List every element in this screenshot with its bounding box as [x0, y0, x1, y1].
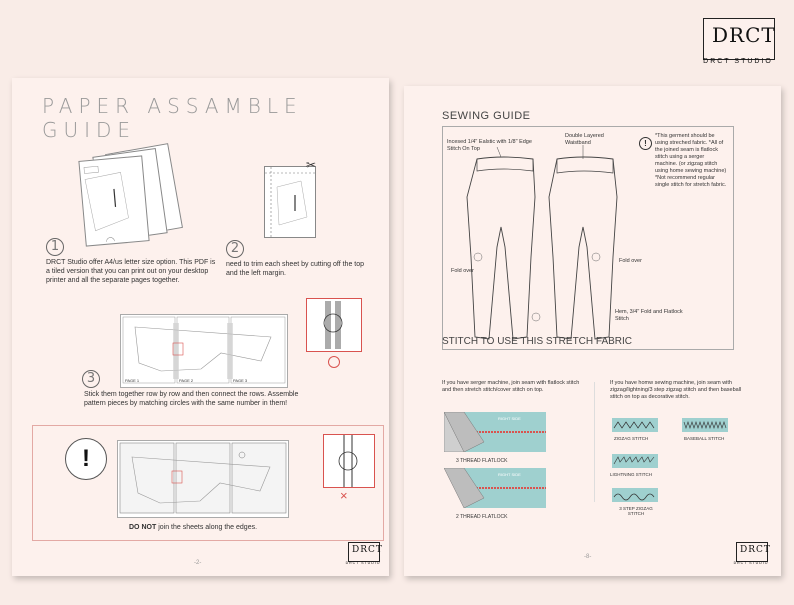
scissors-icon: ✂	[306, 158, 317, 172]
home-text: If you have homw sewing machine, join seam with zigzag/lightning/3 step zigzag stitch and then baseball stitch on top as decorative stitch.	[610, 380, 742, 400]
small-logo-sub: DRCT STUDIO	[345, 561, 381, 565]
step2-sheet	[264, 166, 316, 238]
exclamation-icon: !	[65, 438, 107, 480]
warning-text	[129, 524, 257, 531]
page-label-1: PAGE 1	[125, 378, 140, 383]
callout-hem: Hem, 3/4" Fold and Flatlock Stitch	[615, 309, 683, 322]
zigzag-label: ZIGZAG STITCH	[614, 436, 649, 441]
step3-number: 3	[82, 370, 100, 388]
small-logo-mark: DRCT	[352, 545, 383, 555]
flatlock3-label: 3 THREAD FLATLOCK	[456, 458, 508, 464]
baseball-swatch	[682, 418, 728, 432]
3-step-zigzag-label: 3 STEP ZIGZAG STITCH	[619, 506, 653, 516]
logo-mark: DRCT	[712, 23, 776, 47]
right-side-label-1: RIGHT SIDE	[498, 416, 521, 421]
flatlock2-label: 2 THREAD FLATLOCK	[456, 514, 508, 520]
sewing-note: *This germent should be using streched fabric. *All of the joined seam is flatlock stitch using a serger machine. (or zigzag stitch using home sewing machine) *Not recommend regular single stitch for stretch fabric.	[655, 133, 727, 188]
page-title: PAPER ASSAMBLE GUIDE	[42, 94, 303, 142]
callout-waistband: Double Layered Waistband	[565, 133, 604, 146]
small-logo-mark-right: DRCT	[740, 545, 771, 555]
warning-tiled-pages	[117, 440, 289, 518]
flatlock3-swatch	[444, 412, 546, 452]
3-step-zigzag-swatch	[612, 488, 658, 502]
stitch-title: STITCH TO USE THIS STRETCH FABRIC	[442, 336, 633, 347]
callout-foldover-left: Fold over	[451, 268, 474, 274]
step1-text: DRCT Studio offer A4/us letter size option. This PDF is a tiled version that you can print out on your desktop printer and all the separate pages together.	[46, 259, 216, 284]
step1-number: 1	[46, 238, 64, 256]
logo-subtitle: DRCT STUDIO	[703, 58, 773, 65]
lightning-label: LIGHTNING STITCH	[610, 472, 653, 477]
small-logo-right	[736, 542, 771, 562]
warning-zoom	[323, 434, 375, 488]
cross-icon: ×	[340, 488, 348, 503]
baseball-label: BASEBALL STITCH	[684, 436, 725, 441]
step3-tiled-pages	[120, 314, 288, 388]
step3-text: Stick them together row by row and then connect the rows. Assemble pattern pieces by matching circles with the same number in them!	[84, 391, 299, 407]
warning-bold: DO NOT	[129, 524, 157, 531]
page-number: -2-	[194, 560, 202, 566]
right-side-label-2: RIGHT SIDE	[498, 472, 521, 477]
callout-foldover-right: Fold over	[619, 258, 642, 264]
sewing-guide-box	[442, 126, 734, 350]
small-logo	[348, 542, 383, 562]
page-label-3: PAGE 3	[233, 378, 248, 383]
brand-logo	[703, 18, 775, 60]
serger-text: If you have serger machine, join seam with flatlock stitch and then stretch stitch/cover stitch on top.	[442, 380, 580, 393]
info-exclamation-icon: !	[639, 137, 652, 150]
callout-elastic: Incesed 1/4" Ealstic with 1/8" Edge Stitch On Top	[447, 139, 532, 152]
right-page	[404, 86, 781, 576]
step3-zoom	[306, 298, 362, 352]
step2-number: 2	[226, 240, 244, 258]
warning-box	[32, 425, 384, 541]
step2-text: need to trim each sheet by cutting off the top and the left margin.	[226, 261, 365, 277]
match-circle-icon	[328, 356, 340, 368]
sewing-title: SEWING GUIDE	[442, 110, 531, 122]
warning-rest: join the sheets along the edges.	[158, 524, 258, 531]
page-label-2: PAGE 2	[179, 378, 194, 383]
flatlock2-swatch	[444, 468, 546, 508]
page-number-right: -8-	[584, 554, 592, 560]
zigzag-swatch	[612, 418, 658, 432]
column-divider	[594, 382, 595, 502]
lightning-swatch	[612, 454, 658, 468]
small-logo-sub-right: DRCT STUDIO	[733, 561, 769, 565]
left-page	[12, 78, 389, 576]
